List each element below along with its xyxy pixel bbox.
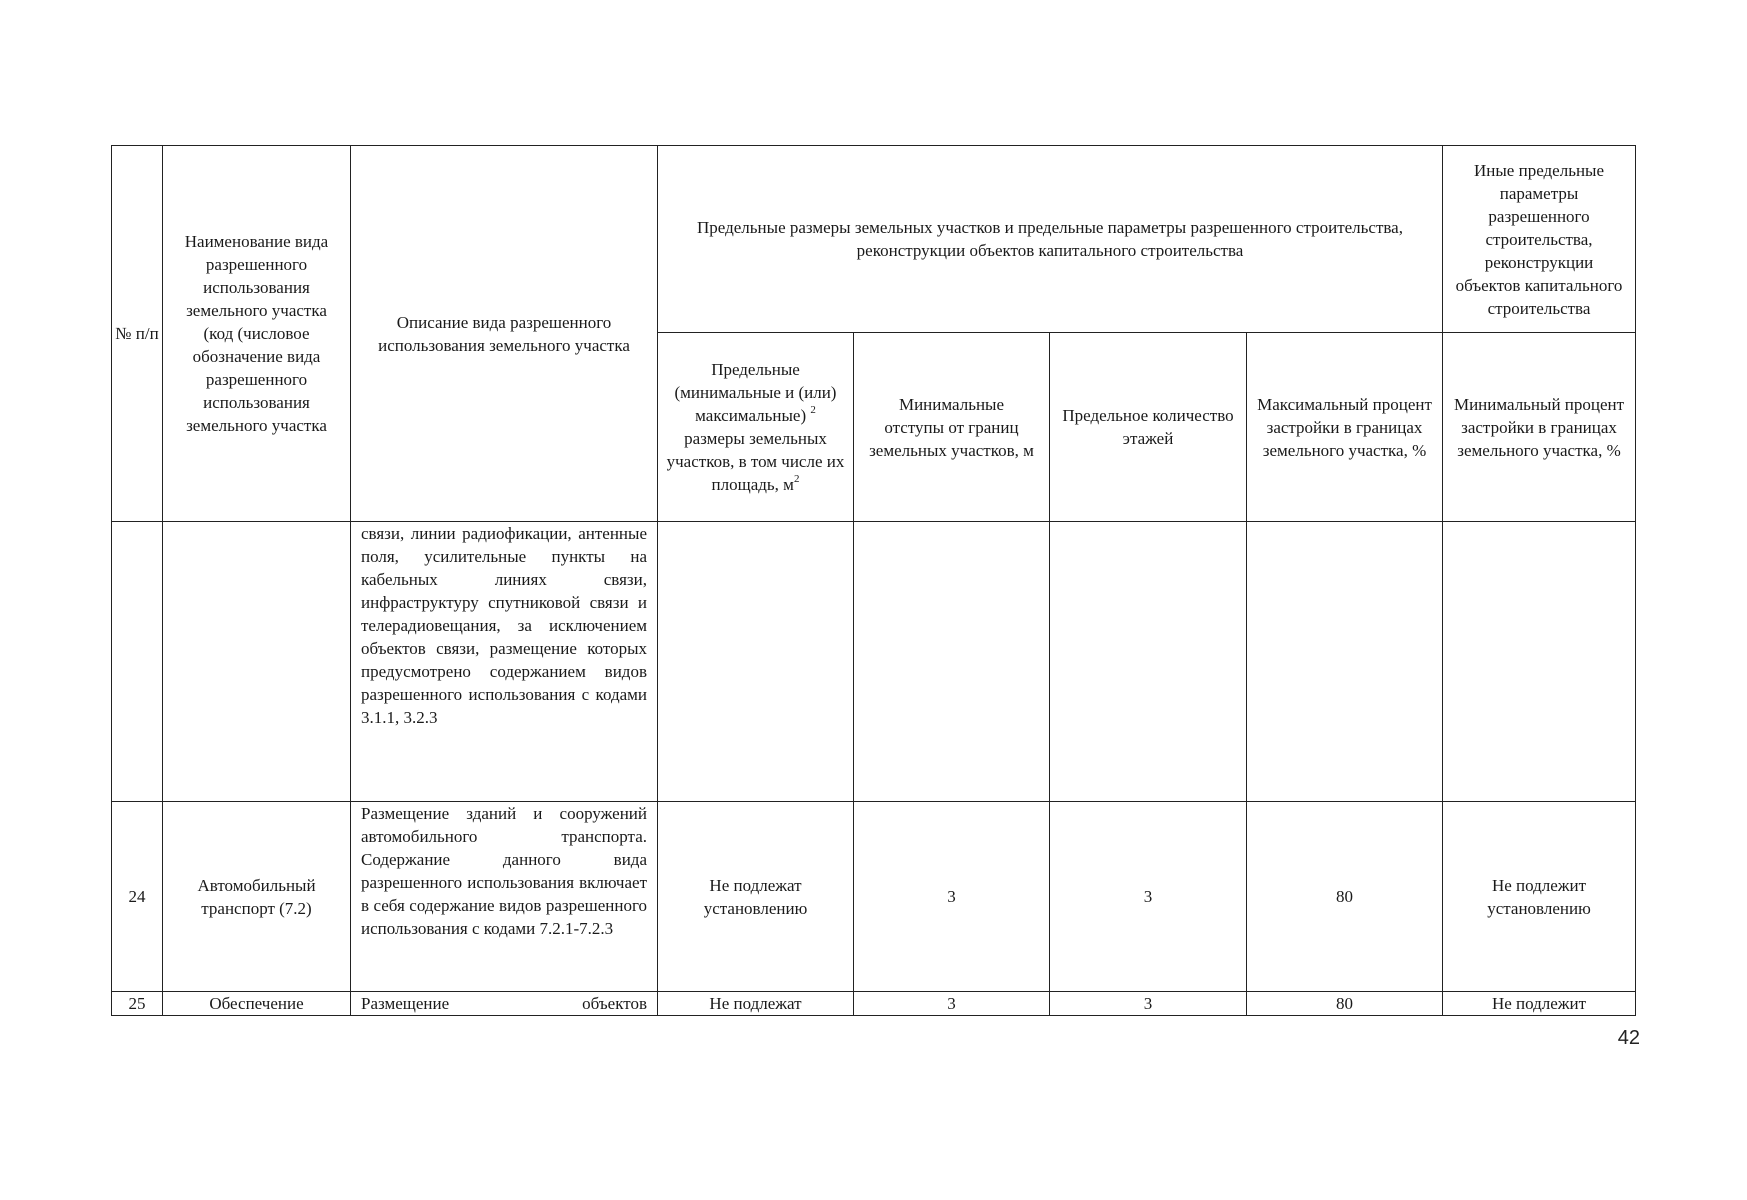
header-group: Предельные размеры земельных участков и предельные параметры разрешенного строительства, реконструкции объектов капитального строительства bbox=[658, 146, 1443, 333]
row-max-pct: 80 bbox=[1247, 802, 1443, 992]
row-indent bbox=[854, 522, 1050, 802]
row-description: связи, линии радиофикации, антенные поля, усилительные пункты на кабельных линиях связи, инфраструктуру спутниковой связи и телерадиовещания, за исключением объектов связи, размещение которых предусмотрено содержанием видов разрешенного использования с кодами 3.1.1, 3.2.3 bbox=[351, 522, 658, 802]
header-col-size-sup: 2 bbox=[810, 404, 816, 417]
row-name: Обеспечение bbox=[163, 992, 351, 1016]
header-row-1 bbox=[112, 146, 1636, 333]
row-name bbox=[163, 522, 351, 802]
row-min-pct: Не подлежит bbox=[1443, 992, 1636, 1016]
row-num: 25 bbox=[112, 992, 163, 1016]
row-floors: 3 bbox=[1050, 802, 1247, 992]
row-indent: 3 bbox=[854, 992, 1050, 1016]
row-max-pct bbox=[1247, 522, 1443, 802]
row-floors bbox=[1050, 522, 1247, 802]
header-other: Иные предельные параметры разрешенного строительства, реконструкции объектов капитального строительства bbox=[1443, 146, 1636, 333]
table-row bbox=[112, 522, 1636, 802]
row-size: Не подлежат bbox=[658, 992, 854, 1016]
header-col-floors: Предельное количество этажей bbox=[1050, 333, 1247, 522]
row-name: Автомобильный транспорт (7.2) bbox=[163, 802, 351, 992]
table-row bbox=[112, 992, 1636, 1016]
header-col-size-a: Предельные (минимальные и (или) максимальные) bbox=[674, 360, 837, 425]
header-col-size-unit-sup: 2 bbox=[793, 473, 800, 486]
row-description: Размещение объектов bbox=[351, 992, 658, 1016]
row-num bbox=[112, 522, 163, 802]
table-row bbox=[112, 802, 1636, 992]
row-num: 24 bbox=[112, 802, 163, 992]
header-col-indent: Минимальные отступы от границ земельных участков, м bbox=[854, 333, 1050, 522]
page-number: 42 bbox=[1617, 1027, 1640, 1049]
row-description: Размещение зданий и сооружений автомобильного транспорта. Содержание данного вида разрешенного использования включает в себя содержание видов разрешенного использования с кодами 7.2.1-7.2.3 bbox=[351, 802, 658, 992]
row-size: Не подлежат установлению bbox=[658, 802, 854, 992]
header-name: Наименование вида разрешенного использования земельного участка (код (числовое обозначение вида разрешенного использования земельного участка bbox=[163, 146, 351, 522]
header-col-min-pct: Минимальный процент застройки в границах земельного участка, % bbox=[1443, 333, 1636, 522]
row-floors: 3 bbox=[1050, 992, 1247, 1016]
row-min-pct: Не подлежит установлению bbox=[1443, 802, 1636, 992]
row-size bbox=[658, 522, 854, 802]
row-indent: 3 bbox=[854, 802, 1050, 992]
header-col-size-b: размеры земельных участков, в том числе их площадь, м bbox=[666, 429, 845, 494]
header-num: № п/п bbox=[112, 146, 163, 522]
header-col-max-pct: Максимальный процент застройки в границах земельного участка, % bbox=[1247, 333, 1443, 522]
row-max-pct: 80 bbox=[1247, 992, 1443, 1016]
header-description: Описание вида разрешенного использования земельного участка bbox=[351, 146, 658, 522]
header-col-size bbox=[658, 333, 854, 522]
land-use-table bbox=[111, 145, 1636, 1016]
row-min-pct bbox=[1443, 522, 1636, 802]
